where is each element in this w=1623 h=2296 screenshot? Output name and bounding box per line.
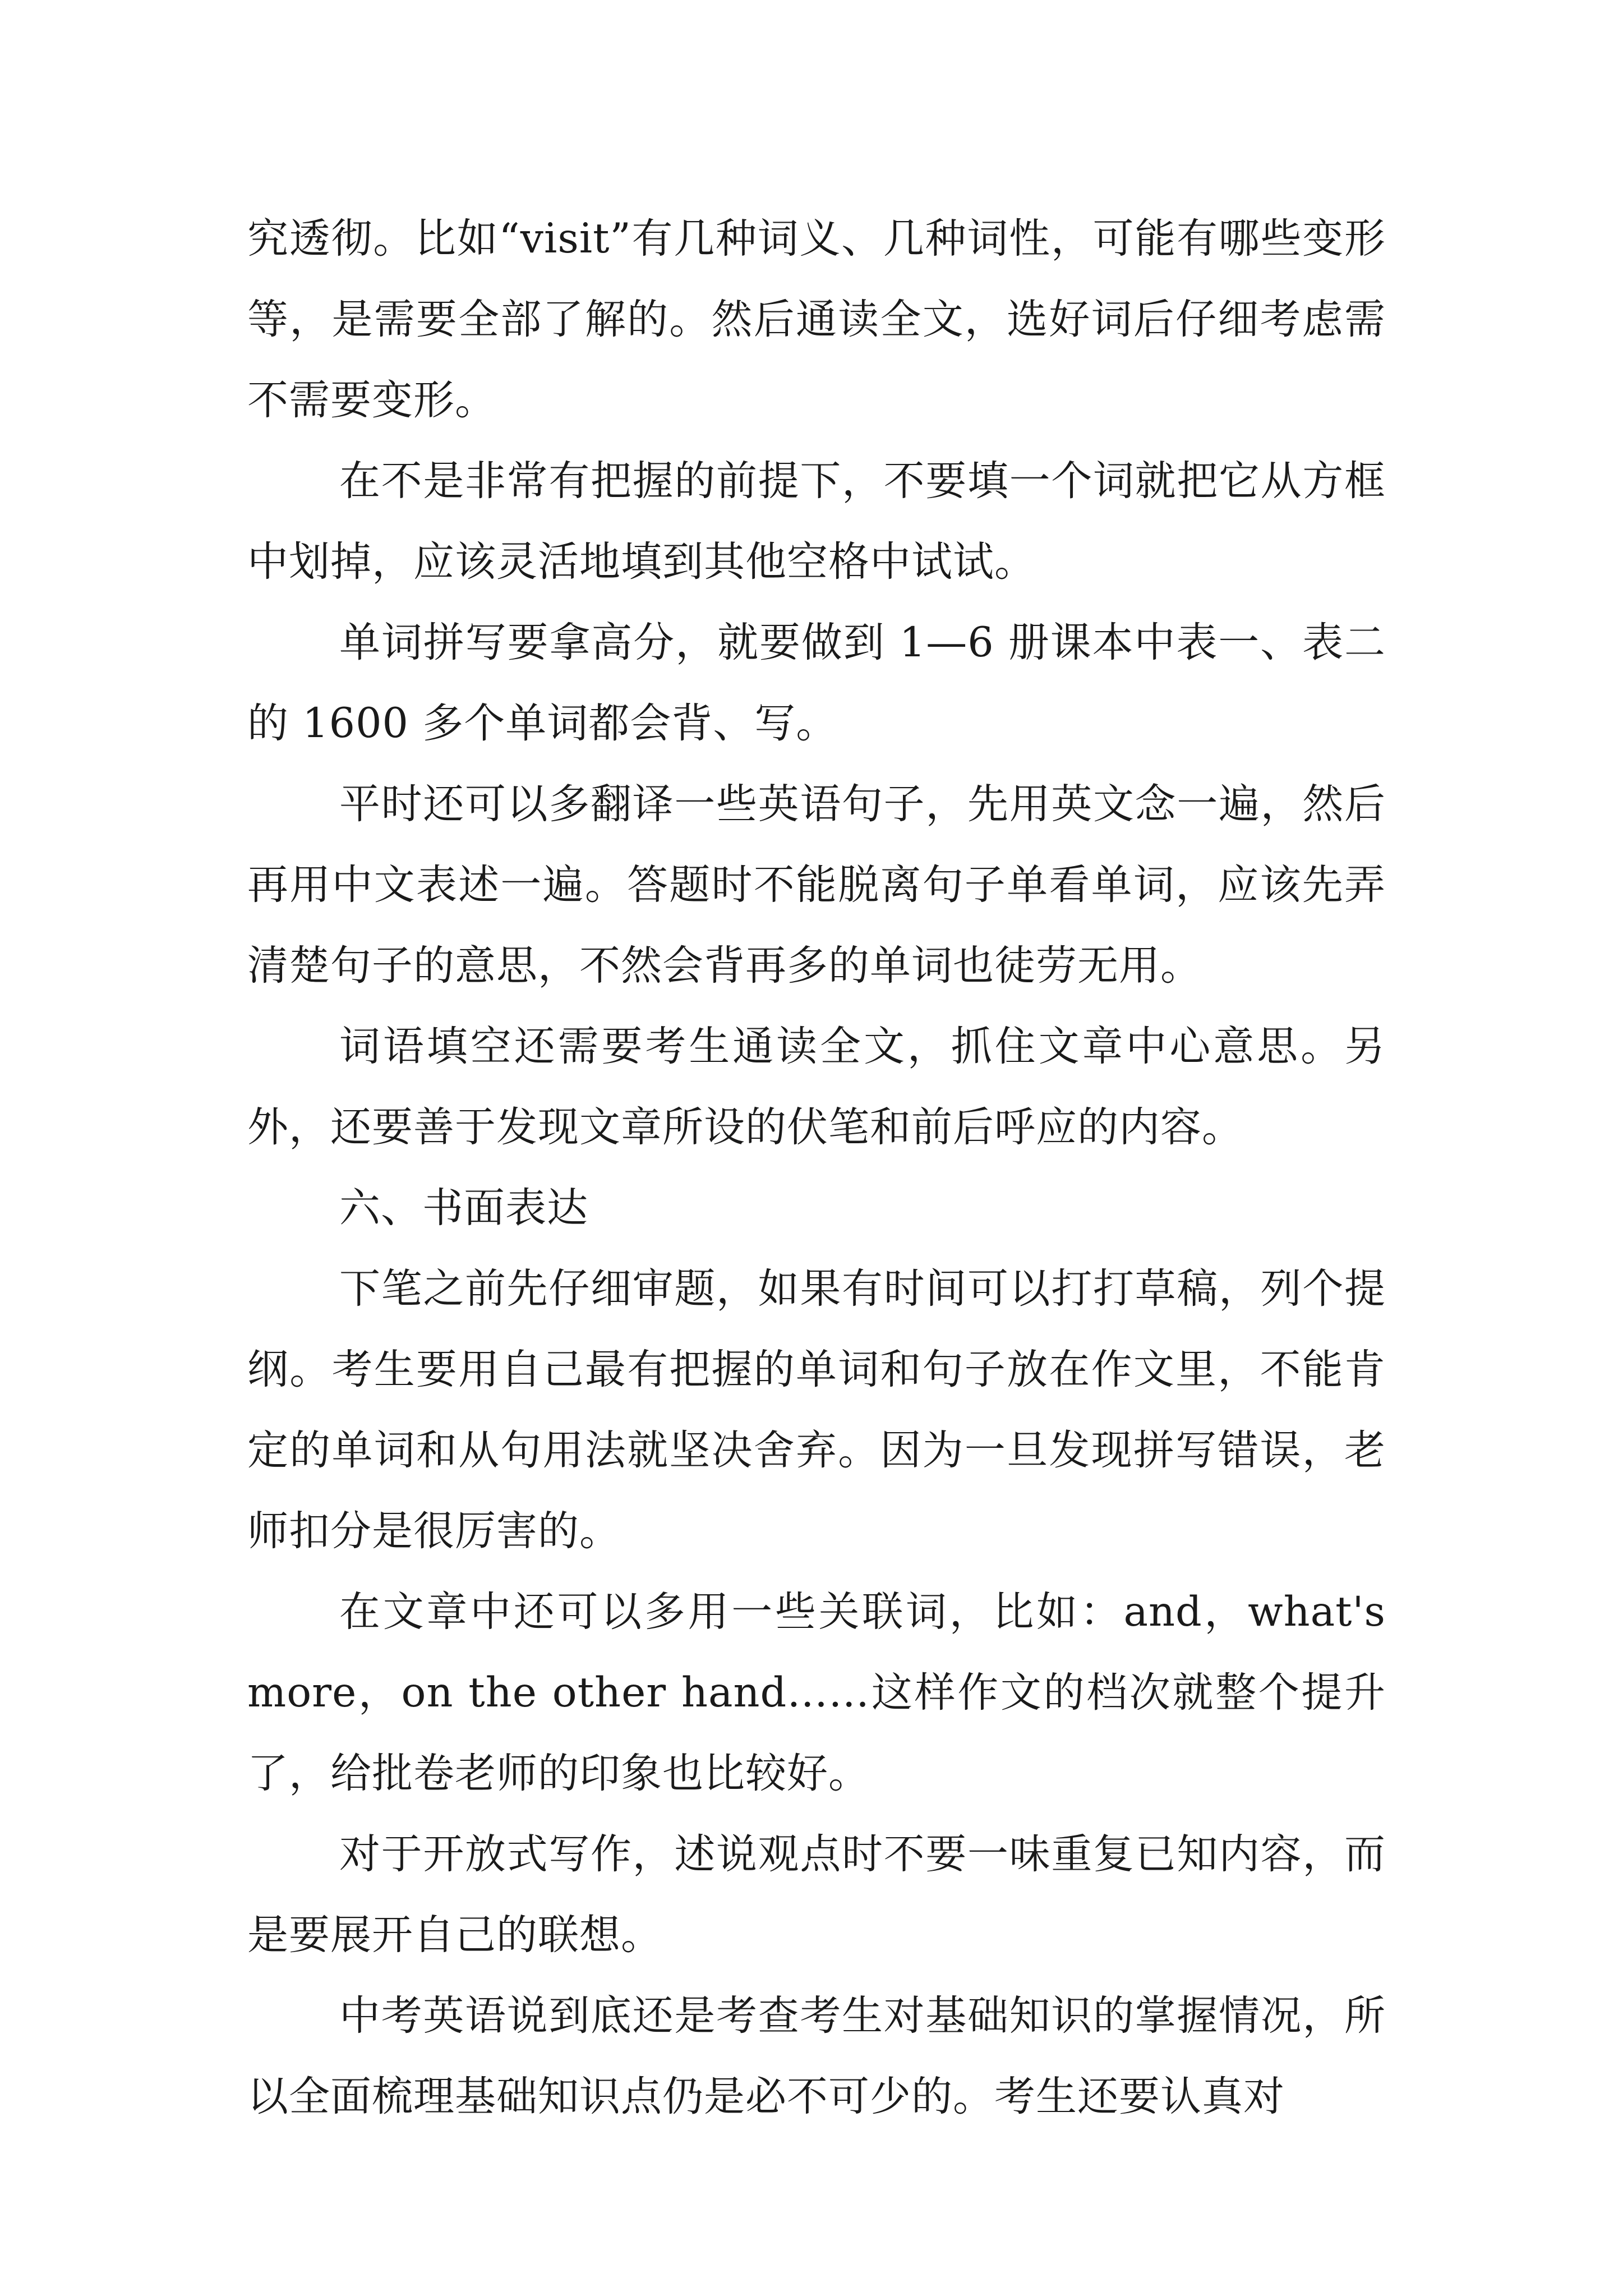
paragraph-3: 单词拼写要拿高分，就要做到 1—6 册课本中表一、表二的 1600 多个单词都会背、写。 bbox=[247, 619, 1386, 747]
paragraph-8: 在文章中还可以多用一些关联词，比如：and，what's more，on the other hand……这样作文的档次就整个提升了，给批卷老师的印象也比较好。 bbox=[247, 1588, 1386, 1797]
paragraph-1: 究透彻。比如“visit”有几种词义、几种词性，可能有哪些变形等，是需要全部了解的。然后通读全文，选好词后仔细考虑需不需要变形。 bbox=[247, 215, 1386, 424]
paragraph-9: 对于开放式写作，述说观点时不要一味重复已知内容，而是要展开自己的联想。 bbox=[247, 1830, 1386, 1959]
paragraph-2: 在不是非常有把握的前提下，不要填一个词就把它从方框中划掉，应该灵活地填到其他空格中试试。 bbox=[247, 457, 1386, 586]
paragraph-10: 中考英语说到底还是考查考生对基础知识的掌握情况，所以全面梳理基础知识点仍是必不可少的。考生还要认真对 bbox=[247, 1992, 1386, 2120]
document-body bbox=[247, 199, 1386, 2137]
paragraph-7: 下笔之前先仔细审题，如果有时间可以打打草稿，列个提纲。考生要用自己最有把握的单词和句子放在作文里，不能肯定的单词和从句用法就坚决舍弃。因为一旦发现拼写错误，老师扣分是很厉害的。 bbox=[247, 1265, 1386, 1555]
paragraph-4: 平时还可以多翻译一些英语句子，先用英文念一遍，然后再用中文表述一遍。答题时不能脱离句子单看单词，应该先弄清楚句子的意思，不然会背再多的单词也徒劳无用。 bbox=[247, 780, 1386, 990]
paragraph-5: 词语填空还需要考生通读全文，抓住文章中心意思。另外，还要善于发现文章所设的伏笔和前后呼应的内容。 bbox=[247, 1023, 1386, 1151]
section-heading: 六、书面表达 bbox=[339, 1184, 588, 1232]
